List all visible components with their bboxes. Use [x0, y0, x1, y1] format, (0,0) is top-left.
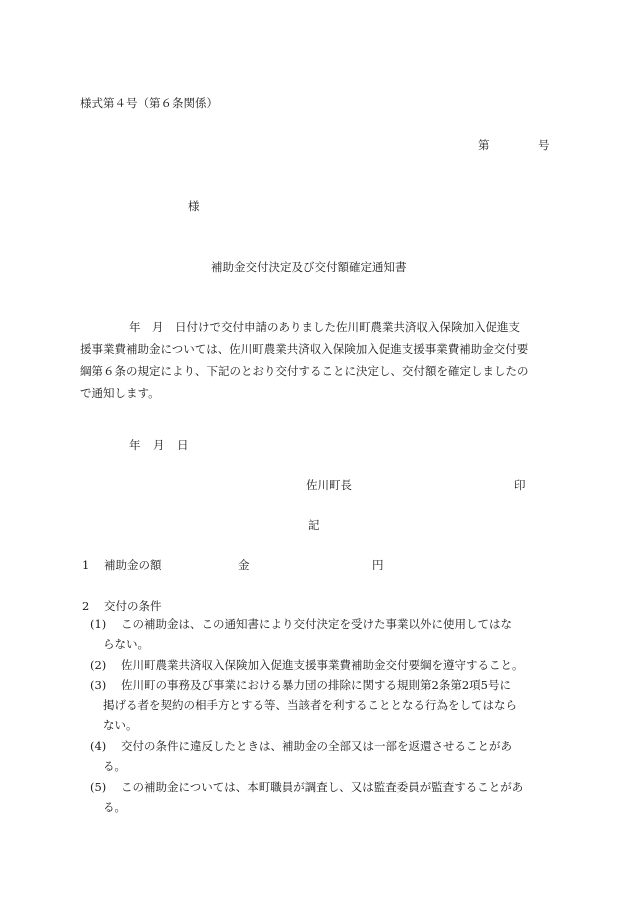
- amount-en: 円: [372, 558, 384, 572]
- condition-text: 佐川町農業共済収入保険加入促進支援事業費補助金交付要綱を遵守すること。: [121, 658, 524, 672]
- date-day: 日: [177, 438, 189, 452]
- condition-text: 佐川町の事務及び事業における暴力団の排除に関する規則第2条第2項5号に: [121, 678, 511, 692]
- body-line: で通知します。: [80, 386, 160, 400]
- condition-text: 交付の条件に違反したときは、補助金の全部又は一部を返還させることがあ: [121, 739, 512, 753]
- seal-mark: 印: [514, 478, 526, 492]
- section-number: 1: [82, 558, 90, 572]
- body-line: 援事業費補助金については、佐川町農業共済収入保険加入促進支援事業費補助金交付要: [80, 342, 529, 356]
- signer-title: 佐川町長: [306, 478, 352, 492]
- condition-text-cont: 掲げる者を契約の相手方とする等、当該者を利することとなる行為をしてはなら: [103, 698, 517, 712]
- section-number: 2: [82, 599, 90, 613]
- date-year: 年: [129, 438, 141, 452]
- condition-number: (1): [90, 617, 107, 631]
- condition-number: (5): [90, 780, 107, 794]
- condition-number: (2): [90, 658, 107, 672]
- body-line: 年 月 日付けで交付申請のありました佐川町農業共済収入保険加入促進支: [129, 320, 520, 334]
- condition-number: (3): [90, 678, 107, 692]
- section-label: 補助金の額: [104, 558, 162, 572]
- amount-kin: 金: [238, 558, 250, 572]
- condition-text: この補助金は、この通知書により交付決定を受けた事業以外に使用してはな: [121, 617, 512, 631]
- condition-text-cont: る。: [103, 800, 126, 814]
- condition-text-cont: ない。: [103, 718, 138, 732]
- condition-text: この補助金については、本町職員が調査し、又は監査委員が監査することがあ: [121, 780, 524, 794]
- doc-number-go: 号: [538, 138, 550, 152]
- condition-text-cont: る。: [103, 759, 126, 773]
- date-month: 月: [153, 438, 165, 452]
- body-line: 綱第６条の規定により、下記のとおり交付することに決定し、交付額を確定しましたの: [80, 364, 529, 378]
- form-label: 様式第４号（第６条関係）: [80, 96, 218, 110]
- addressee-sama: 様: [188, 199, 200, 213]
- section-label: 交付の条件: [104, 599, 162, 613]
- document-title: 補助金交付決定及び交付額確定通知書: [211, 260, 407, 274]
- condition-number: (4): [90, 739, 107, 753]
- doc-number-dai: 第: [478, 138, 490, 152]
- ki-heading: 記: [308, 518, 320, 532]
- condition-text-cont: らない。: [103, 637, 149, 651]
